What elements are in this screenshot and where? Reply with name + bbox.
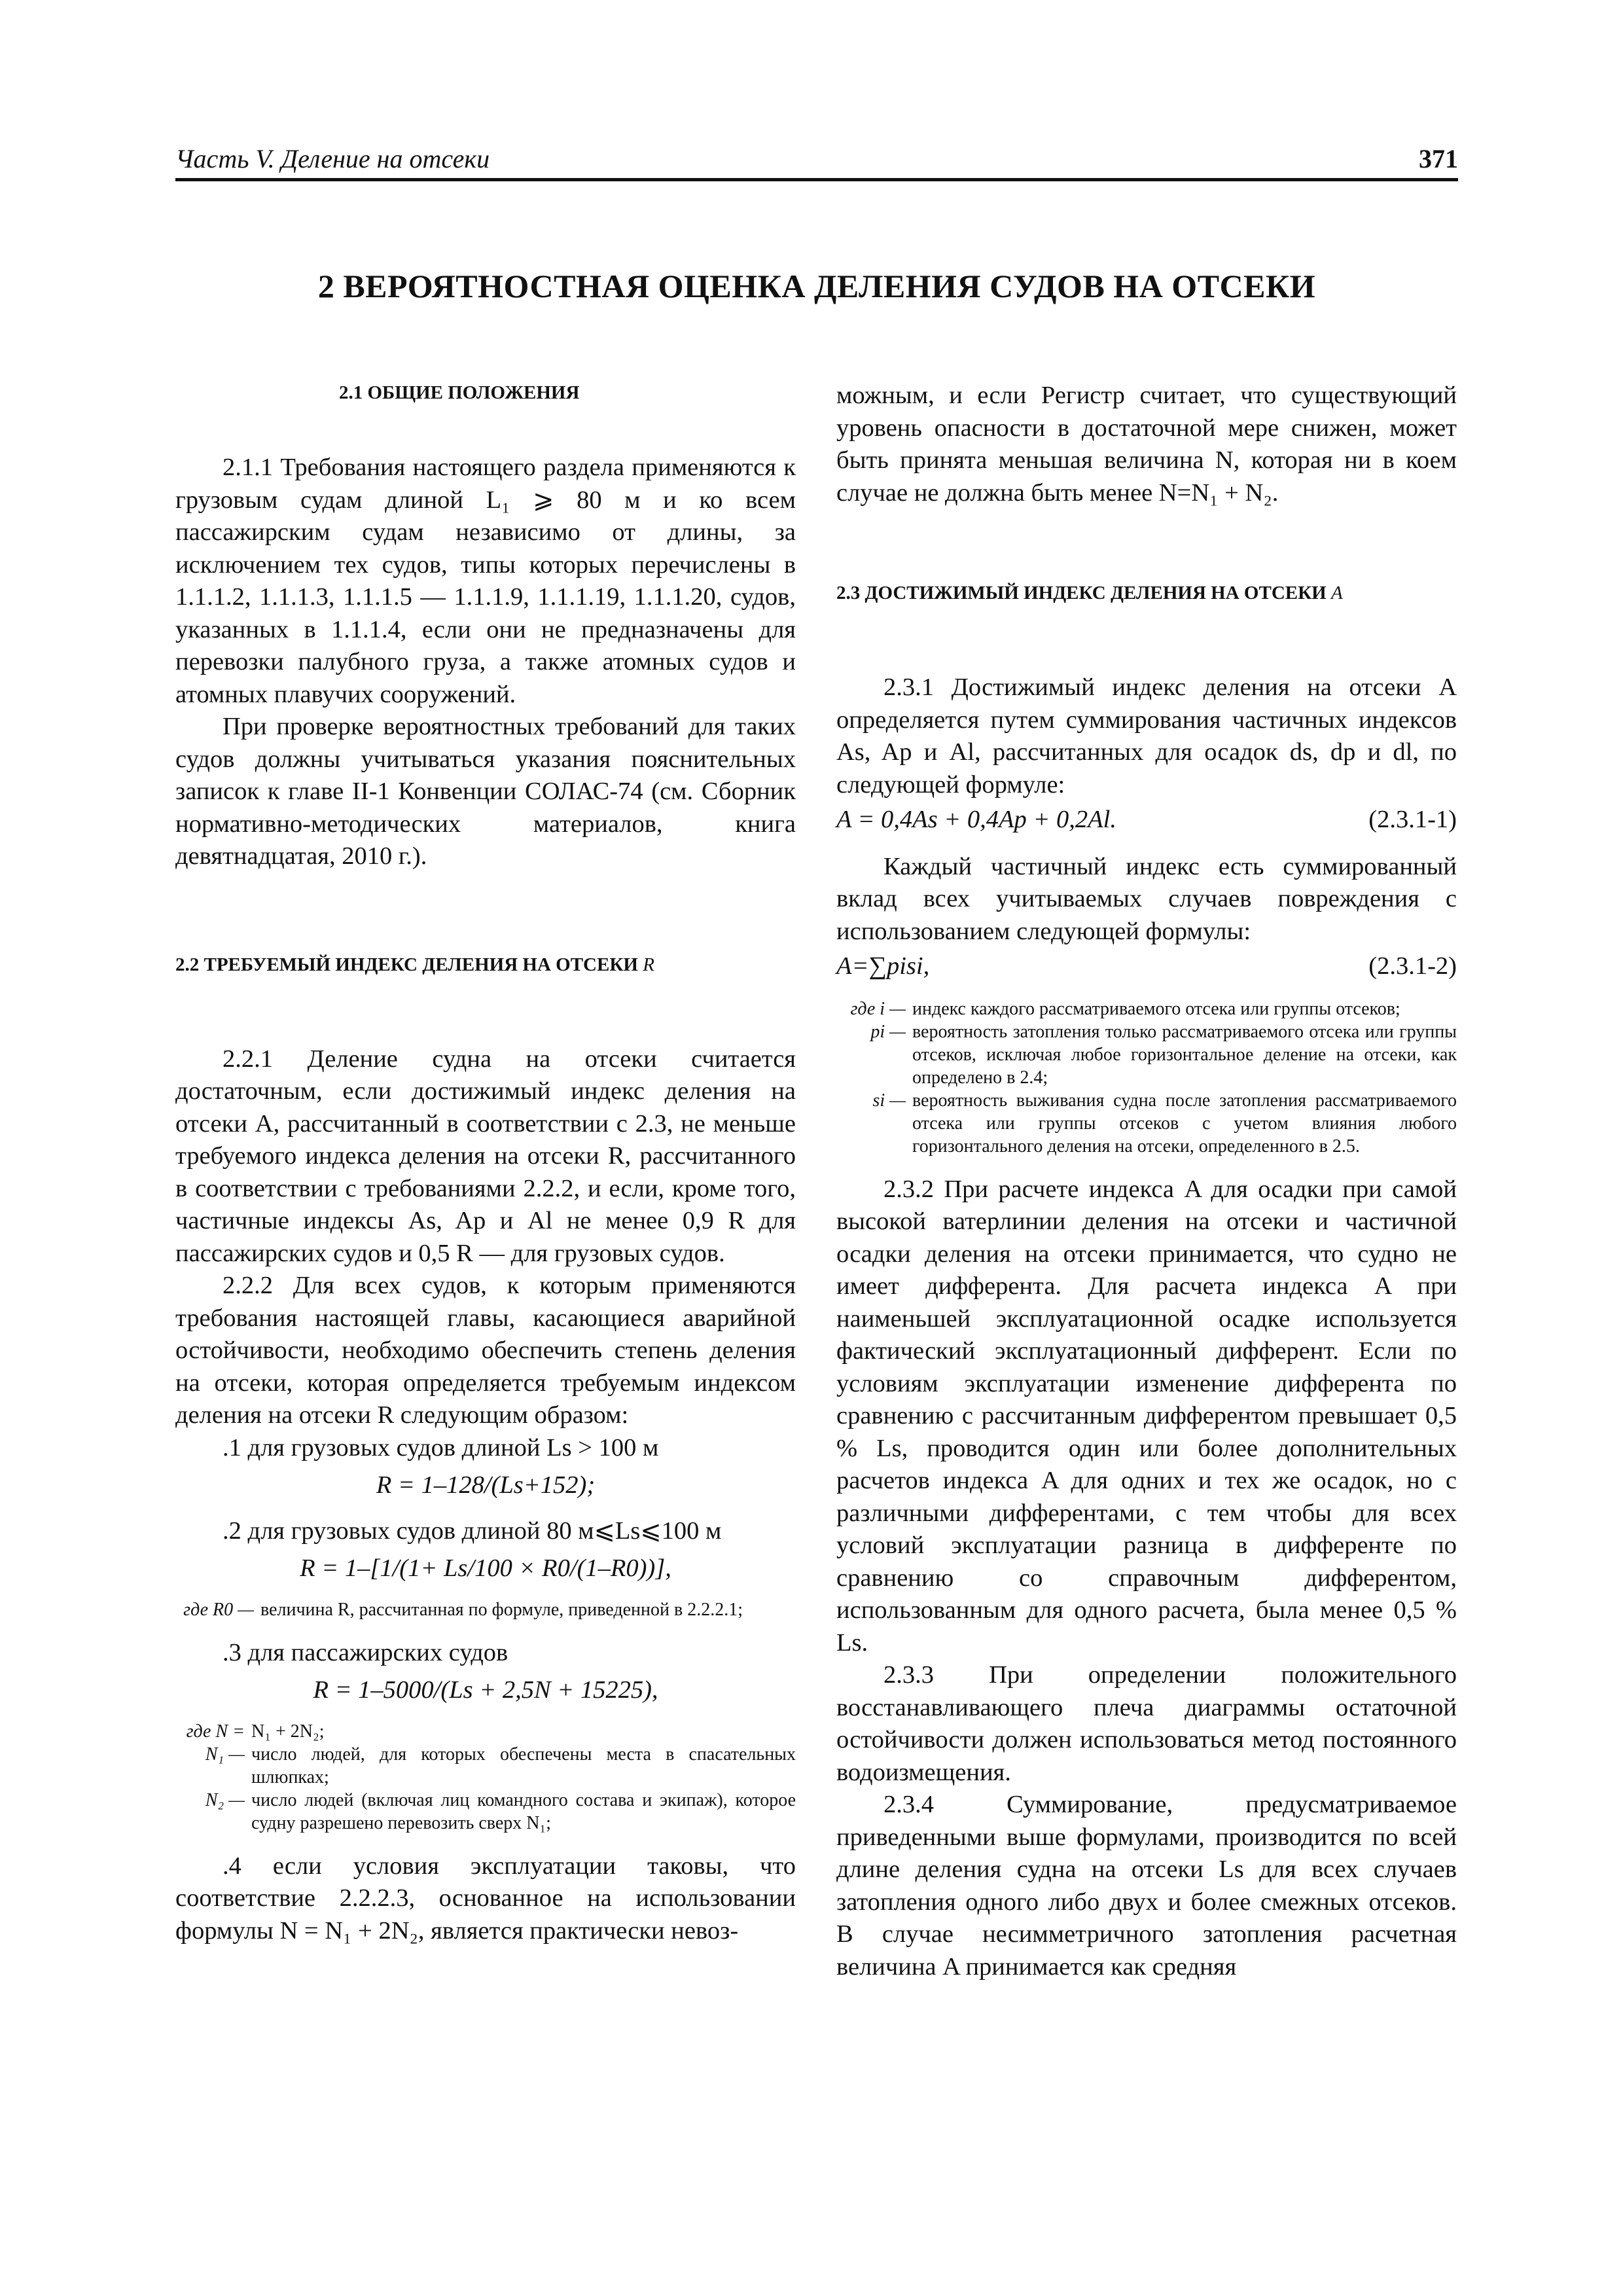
paragraph-2-1-1: 2.1.1 Требования настоящего раздела применяются к грузовым судам длиной L₁ ⩾ 80 м и ко всем пассажирским судам независимо от длины, за исключением тех судов, типы которых перечислены в 1.1.1.2, 1.1.1.3, 1.1.1.5 — 1.1.1.9, 1.1.1.19, 1.1.1.20, судов, указанных в 1.1.1.4, если они не предназначены для перевозки палубного груза, а также атомных судов и атомных плавучих сооружений. (175, 454, 796, 708)
formula-2-3-1-2 (836, 950, 1457, 983)
where-key: N₂ — (205, 1789, 245, 1810)
item-2-2-2-1: .1 для грузовых судов длиной Ls > 100 м (223, 1433, 659, 1462)
section-heading-2-3-var: A (1330, 583, 1343, 603)
formula-2-2-2-2: R = 1–[1/(1+ Ls/100 × R0/(1–R0))], (300, 1554, 671, 1582)
formula-2-2-2-1: R = 1–128/(Ls+152); (376, 1471, 596, 1499)
where-key: pi — (870, 1021, 906, 1042)
where-block-n (175, 1720, 796, 1835)
where-key: si — (872, 1090, 906, 1111)
equation-number: (2.3.1-2) (1368, 952, 1457, 980)
paragraph-2-3-1: 2.3.1 Достижимый индекс деления на отсеки A определяется путем суммирования частичных индексов As, Ap и Al, рассчитанных для осадок ds, dp и dl, по следующей формуле: (836, 673, 1457, 798)
where-block-indices (836, 997, 1457, 1158)
part-title: Часть V. Деление на отсеки (175, 144, 490, 173)
where-block-r0 (175, 1598, 796, 1621)
paragraph-2-2-1: 2.2.1 Деление судна на отсеки считается достаточным, если достижимый индекс деления на отсеки A, рассчитанный в соответствии с 2.3, не меньше требуемого индекса деления на отсеки R, рассчитанного в соответствии с требованиями 2.2.2, и если, кроме того, частичные индексы As, Ap и Al не менее 0,9 R для пассажирских судов и 0,5 R — для грузовых судов. (175, 1045, 796, 1267)
section-heading-2-3 (836, 580, 1457, 606)
where-key: где i — (850, 998, 906, 1019)
where-text: N₁ + 2N₂; (251, 1721, 325, 1742)
item-2-2-2-4: .4 если условия эксплуатации таковы, что соответствие 2.2.2.3, основанное на использовании формулы N = N₁ + 2N₂, является практически невоз- (175, 1852, 796, 1945)
formula-text: A=∑pisi, (836, 952, 930, 980)
formula-text: A = 0,4As + 0,4Ap + 0,2Al. (836, 806, 1116, 833)
where-row (836, 1089, 1457, 1158)
paragraph-2-3-3: 2.3.3 При определении положительного восстанавливающего плеча диаграммы остаточной остойчивости должен использоваться метод постоянного водоизмещения. (836, 1661, 1457, 1786)
where-key: где N = (186, 1721, 245, 1742)
right-column (836, 380, 1457, 1983)
where-row (175, 1598, 796, 1621)
paragraph-2-3-2: 2.3.2 При расчете индекса A для осадки при самой высокой ватерлинии деления на отсеки и частичной осадки деления на отсеки принимается, что судно не имеет дифферента. Для расчета индекса A при наименьшей эксплуатационной осадке используется фактический эксплуатационный дифферент. Если по условиям эксплуатации изменение дифферента по сравнению с рассчитанным дифферентом превышает 0,5 % Ls, проводится один или более дополнительных расчетов индекса A для одних и тех же осадок, но с различными дифферентами, с тем чтобы для всех условий эксплуатации разница в дифференте по сравнению со справочным дифферентом, использованным для одного расчета, была менее 0,5 % Ls. (836, 1175, 1457, 1657)
section-heading-2-2 (175, 952, 796, 978)
section-heading-2-1: 2.1 ОБЩИЕ ПОЛОЖЕНИЯ (339, 382, 580, 403)
header-rule (175, 178, 1458, 181)
item-2-2-2-2: .2 для грузовых судов длиной 80 м⩽Ls⩽100 м (223, 1516, 722, 1545)
where-row (175, 1720, 796, 1743)
paragraph-2-1-1-note: При проверке вероятностных требований для таких судов должны учитываться указания пояснительных записок к главе II-1 Конвенции СОЛАС-74 (см. Сборник нормативно-методических материалов, книга девятнадцатая, 2010 г.). (175, 713, 796, 870)
formula-2-3-1-1 (836, 804, 1457, 836)
item-2-2-2-3: .3 для пассажирских судов (223, 1638, 508, 1666)
paragraph-2-3-1-partial: Каждый частичный индекс есть суммированный вклад всех учитываемых случаев повреждения с использованием следующей формулы: (836, 852, 1457, 945)
running-header (175, 145, 1458, 177)
section-heading-2-2-text: 2.2 ТРЕБУЕМЫЙ ИНДЕКС ДЕЛЕНИЯ НА ОТСЕКИ (175, 954, 638, 975)
where-row (175, 1743, 796, 1789)
where-key: N₁ — (205, 1744, 245, 1765)
equation-number: (2.3.1-1) (1368, 806, 1457, 833)
formula-2-2-2-3: R = 1–5000/(Ls + 2,5N + 15225), (313, 1676, 658, 1704)
paragraph-2-3-4: 2.3.4 Суммирование, предусматриваемое приведенными выше формулами, производится по всей длине деления судна на отсеки Ls для всех случаев затопления одного либо двух и более смежных отсеков. В случае несимметричного затопления расчетная величина A принимается как средняя (836, 1791, 1457, 1981)
section-heading-2-2-var: R (643, 954, 654, 975)
where-row (175, 1789, 796, 1835)
paragraph-2-2-2: 2.2.2 Для всех судов, к которым применяются требования настоящей главы, касающиеся аварийной остойчивости, необходимо обеспечить степень деления на отсеки, которая определяется требуемым индексом деления на отсеки R следующим образом: (175, 1272, 796, 1429)
where-text: индекс каждого рассматриваемого отсека или группы отсеков; (912, 998, 1400, 1019)
where-row (836, 1020, 1457, 1089)
left-column (175, 380, 796, 1947)
where-row (836, 997, 1457, 1020)
where-text: вероятность затопления только рассматриваемого отсека или группы отсеков, исключая любое горизонтальное деление на отсеки, как определено в 2.4; (912, 1021, 1457, 1088)
where-text: вероятность выживания судна после затопления рассматриваемого отсека или группы отсеков с учетом влияния любого горизонтального деления на отсеки, определенного в 2.5. (912, 1090, 1457, 1157)
page-number: 371 (1419, 144, 1458, 173)
where-text: число людей, для которых обеспечены места в спасательных шлюпках; (251, 1744, 796, 1787)
section-heading-2-3-text: 2.3 ДОСТИЖИМЫЙ ИНДЕКС ДЕЛЕНИЯ НА ОТСЕКИ (836, 583, 1327, 603)
where-text: величина R, рассчитанная по формуле, приведенной в 2.2.2.1; (260, 1599, 743, 1620)
where-key: где R0 — (183, 1599, 254, 1620)
where-text: число людей (включая лиц командного состава и экипаж), которое судну разрешено перевозить сверх N₁; (251, 1789, 796, 1833)
paragraph-continuation: можным, и если Регистр считает, что существующий уровень опасности в достаточной мере снижен, может быть принята меньшая величина N, которая ни в коем случае не должна быть менее N=N₁ + N₂. (836, 382, 1457, 507)
chapter-title: 2 ВЕРОЯТНОСТНАЯ ОЦЕНКА ДЕЛЕНИЯ СУДОВ НА ОТСЕКИ (317, 268, 1316, 304)
